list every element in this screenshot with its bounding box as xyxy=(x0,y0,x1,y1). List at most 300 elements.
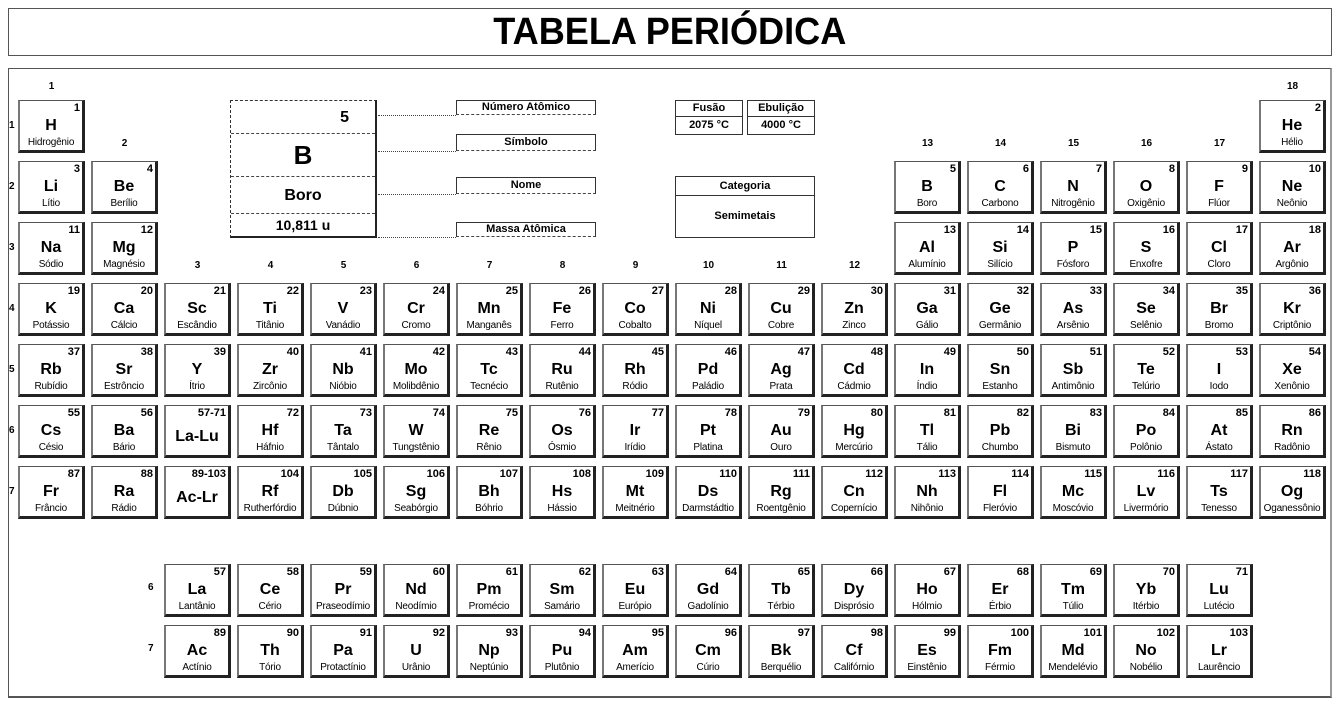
legend-mass: 10,811 u xyxy=(275,217,331,233)
atomic-number: 35 xyxy=(1235,285,1248,297)
element-symbol: Fr xyxy=(43,483,59,500)
element-name: Enxofre xyxy=(1129,259,1163,270)
atomic-number: 57-71 xyxy=(197,407,226,419)
element-cell-kr[interactable] xyxy=(1259,283,1326,336)
element-cell-fl[interactable] xyxy=(967,466,1034,519)
legend-label-atomic-number: Número Atômico xyxy=(456,100,596,115)
element-name: Férmio xyxy=(985,662,1015,673)
element-name: Térbio xyxy=(767,601,795,612)
atomic-number: 15 xyxy=(1089,224,1102,236)
atomic-number: 64 xyxy=(724,566,737,578)
element-name: Selênio xyxy=(1130,320,1162,331)
element-cell-ts[interactable] xyxy=(1186,466,1253,519)
atomic-number: 39 xyxy=(213,346,226,358)
element-cell-p[interactable] xyxy=(1040,222,1107,275)
element-symbol: Cs xyxy=(40,422,62,439)
atomic-number: 101 xyxy=(1083,627,1102,639)
element-cell-mg[interactable] xyxy=(91,222,158,275)
element-symbol: Sr xyxy=(115,361,133,378)
element-symbol: O xyxy=(1139,178,1153,195)
atomic-number: 69 xyxy=(1089,566,1102,578)
element-name: Mercúrio xyxy=(835,442,873,453)
element-symbol: Re xyxy=(478,422,500,439)
melting-point-value: 2075 °C xyxy=(689,119,729,131)
element-cell-ac[interactable] xyxy=(164,625,231,678)
element-cell-la-lu[interactable] xyxy=(164,405,231,458)
element-cell-c[interactable] xyxy=(967,161,1034,214)
legend-name: Boro xyxy=(231,177,375,214)
element-name: Zircônio xyxy=(253,381,287,392)
element-name: Darmstádtio xyxy=(682,503,734,514)
atomic-number: 67 xyxy=(943,566,956,578)
period-label-2: 2 xyxy=(9,181,15,192)
element-name: Laurêncio xyxy=(1197,662,1241,673)
period-label-3: 3 xyxy=(9,242,15,253)
atomic-number: 97 xyxy=(797,627,810,639)
atomic-number: 73 xyxy=(359,407,372,419)
element-cell-os[interactable] xyxy=(529,405,596,458)
element-cell-og[interactable] xyxy=(1259,466,1326,519)
element-name: Radônio xyxy=(1274,442,1310,453)
element-symbol: Es xyxy=(917,642,937,659)
element-symbol: Pm xyxy=(476,581,502,598)
element-cell-rh[interactable] xyxy=(602,344,669,397)
element-name: Rênio xyxy=(476,442,502,453)
element-symbol: Ac xyxy=(186,642,208,659)
element-cell-al[interactable] xyxy=(894,222,961,275)
element-cell-lu[interactable] xyxy=(1186,564,1253,617)
element-cell-li[interactable] xyxy=(18,161,85,214)
element-symbol: F xyxy=(1214,178,1224,195)
category-value: Semimetais xyxy=(714,210,776,222)
element-cell-n[interactable] xyxy=(1040,161,1107,214)
atomic-number: 13 xyxy=(943,224,956,236)
element-symbol: Ar xyxy=(1283,239,1301,256)
element-symbol: Og xyxy=(1280,483,1304,500)
element-name: Rubídio xyxy=(34,381,68,392)
atomic-number: 20 xyxy=(140,285,153,297)
element-symbol: Co xyxy=(624,300,646,317)
element-cell-w[interactable] xyxy=(383,405,450,458)
element-cell-rb[interactable] xyxy=(18,344,85,397)
element-name: Rádio xyxy=(111,503,137,514)
element-name: Cálcio xyxy=(110,320,138,331)
element-cell-ca[interactable] xyxy=(91,283,158,336)
group-label-15: 15 xyxy=(1067,138,1080,149)
atomic-number: 116 xyxy=(1157,468,1175,480)
atomic-number: 45 xyxy=(651,346,664,358)
element-cell-ho[interactable] xyxy=(894,564,961,617)
element-name: Lítio xyxy=(42,198,60,209)
element-name: Rutênio xyxy=(545,381,579,392)
element-cell-sb[interactable] xyxy=(1040,344,1107,397)
element-name: Alumínio xyxy=(908,259,946,270)
element-symbol: Mc xyxy=(1061,483,1085,500)
atomic-number: 93 xyxy=(505,627,518,639)
element-name: Amerício xyxy=(616,662,654,673)
element-name: Seabórgio xyxy=(394,503,438,514)
element-name: Platina xyxy=(693,442,723,453)
element-cell-ir[interactable] xyxy=(602,405,669,458)
element-cell-bh[interactable] xyxy=(456,466,523,519)
element-cell-eu[interactable] xyxy=(602,564,669,617)
atomic-number: 50 xyxy=(1016,346,1029,358)
atomic-number: 7 xyxy=(1095,163,1102,175)
element-name: Boro xyxy=(916,198,938,209)
element-cell-md[interactable] xyxy=(1040,625,1107,678)
element-name: Titânio xyxy=(255,320,285,331)
element-cell-ne[interactable] xyxy=(1259,161,1326,214)
element-cell-at[interactable] xyxy=(1186,405,1253,458)
element-cell-sg[interactable] xyxy=(383,466,450,519)
element-name: Fósforo xyxy=(1056,259,1090,270)
atomic-number: 77 xyxy=(651,407,664,419)
element-cell-th[interactable] xyxy=(237,625,304,678)
atomic-number: 53 xyxy=(1235,346,1248,358)
element-cell-br[interactable] xyxy=(1186,283,1253,336)
element-cell-cf[interactable] xyxy=(821,625,888,678)
element-symbol: Ra xyxy=(113,483,135,500)
element-symbol: Mt xyxy=(625,483,645,500)
element-cell-la[interactable] xyxy=(164,564,231,617)
element-symbol: Th xyxy=(260,642,280,659)
element-cell-sn[interactable] xyxy=(967,344,1034,397)
element-name: Nióbio xyxy=(329,381,357,392)
element-cell-na[interactable] xyxy=(18,222,85,275)
element-cell-ru[interactable] xyxy=(529,344,596,397)
element-cell-o[interactable] xyxy=(1113,161,1180,214)
period-label-5: 5 xyxy=(9,364,15,375)
element-cell-cr[interactable] xyxy=(383,283,450,336)
element-cell-rg[interactable] xyxy=(748,466,815,519)
element-cell-bi[interactable] xyxy=(1040,405,1107,458)
element-symbol: Sn xyxy=(989,361,1011,378)
atomic-number: 16 xyxy=(1162,224,1175,236)
element-cell-b[interactable] xyxy=(894,161,961,214)
melting-point-label: Fusão xyxy=(676,101,742,117)
element-cell-pm[interactable] xyxy=(456,564,523,617)
element-cell-in[interactable] xyxy=(894,344,961,397)
element-cell-k[interactable] xyxy=(18,283,85,336)
element-symbol: Au xyxy=(770,422,792,439)
element-cell-ge[interactable] xyxy=(967,283,1034,336)
element-cell-rn[interactable] xyxy=(1259,405,1326,458)
legend-label-symbol: Símbolo xyxy=(456,134,596,151)
element-cell-be[interactable] xyxy=(91,161,158,214)
atomic-number: 26 xyxy=(578,285,591,297)
atomic-number: 21 xyxy=(213,285,226,297)
element-cell-nb[interactable] xyxy=(310,344,377,397)
element-cell-he[interactable] xyxy=(1259,100,1326,153)
element-symbol: P xyxy=(1067,239,1079,256)
element-name: Potássio xyxy=(32,320,70,331)
element-name: Gadolínio xyxy=(687,601,729,612)
element-symbol: As xyxy=(1062,300,1084,317)
atomic-number: 90 xyxy=(286,627,299,639)
atomic-number: 100 xyxy=(1010,627,1029,639)
element-symbol: Nh xyxy=(916,483,938,500)
group-label-12: 12 xyxy=(848,260,861,271)
element-name: Európio xyxy=(618,601,652,612)
element-cell-rf[interactable] xyxy=(237,466,304,519)
element-symbol: Hs xyxy=(551,483,573,500)
element-cell-cs[interactable] xyxy=(18,405,85,458)
element-name: Telúrio xyxy=(1131,381,1161,392)
element-cell-ta[interactable] xyxy=(310,405,377,458)
atomic-number: 98 xyxy=(870,627,883,639)
element-cell-nh[interactable] xyxy=(894,466,961,519)
element-name: Argônio xyxy=(1275,259,1309,270)
element-cell-zn[interactable] xyxy=(821,283,888,336)
atomic-number: 59 xyxy=(359,566,372,578)
element-name: Moscóvio xyxy=(1052,503,1094,514)
element-name: Tenesso xyxy=(1201,503,1237,514)
element-cell-yb[interactable] xyxy=(1113,564,1180,617)
element-cell-cu[interactable] xyxy=(748,283,815,336)
element-cell-te[interactable] xyxy=(1113,344,1180,397)
atomic-number: 79 xyxy=(797,407,810,419)
atomic-number: 105 xyxy=(353,468,372,480)
element-symbol: In xyxy=(919,361,935,378)
element-symbol: Mn xyxy=(477,300,501,317)
element-name: Fleróvio xyxy=(983,503,1017,514)
element-cell-u[interactable] xyxy=(383,625,450,678)
leader-line-mass xyxy=(378,237,456,238)
element-name: Dúbnio xyxy=(327,503,359,514)
element-cell-co[interactable] xyxy=(602,283,669,336)
element-symbol: Db xyxy=(332,483,354,500)
element-symbol: Er xyxy=(991,581,1009,598)
element-cell-si[interactable] xyxy=(967,222,1034,275)
element-cell-fe[interactable] xyxy=(529,283,596,336)
group-label-11: 11 xyxy=(776,260,787,271)
atomic-number: 33 xyxy=(1089,285,1102,297)
element-symbol: Rb xyxy=(40,361,62,378)
element-name: Criptônio xyxy=(1272,320,1312,331)
element-symbol: Tl xyxy=(919,422,935,439)
element-name: Tântalo xyxy=(327,442,359,453)
element-symbol: Pa xyxy=(333,642,353,659)
element-name: Paládio xyxy=(692,381,724,392)
element-cell-hf[interactable] xyxy=(237,405,304,458)
element-cell-sm[interactable] xyxy=(529,564,596,617)
element-cell-pb[interactable] xyxy=(967,405,1034,458)
element-cell-mo[interactable] xyxy=(383,344,450,397)
element-cell-ba[interactable] xyxy=(91,405,158,458)
element-name: Samário xyxy=(544,601,580,612)
category-box xyxy=(675,176,815,238)
element-name: Irídio xyxy=(624,442,646,453)
atomic-number: 87 xyxy=(67,468,80,480)
element-name: Ítrio xyxy=(189,381,205,392)
element-cell-au[interactable] xyxy=(748,405,815,458)
element-name: Hólmio xyxy=(912,601,942,612)
element-symbol: Mo xyxy=(404,361,428,378)
group-label-9: 9 xyxy=(632,260,639,271)
element-cell-pa[interactable] xyxy=(310,625,377,678)
element-cell-cl[interactable] xyxy=(1186,222,1253,275)
element-cell-pr[interactable] xyxy=(310,564,377,617)
group-label-13: 13 xyxy=(921,138,934,149)
element-cell-se[interactable] xyxy=(1113,283,1180,336)
element-name: Magnésio xyxy=(103,259,145,270)
element-cell-zr[interactable] xyxy=(237,344,304,397)
element-symbol: Sm xyxy=(549,581,575,598)
element-symbol: Tc xyxy=(480,361,498,378)
atomic-number: 88 xyxy=(140,468,153,480)
element-cell-hs[interactable] xyxy=(529,466,596,519)
atomic-number: 74 xyxy=(432,407,445,419)
element-cell-ds[interactable] xyxy=(675,466,742,519)
element-cell-f[interactable] xyxy=(1186,161,1253,214)
atomic-number: 8 xyxy=(1168,163,1175,175)
element-cell-nd[interactable] xyxy=(383,564,450,617)
element-cell-po[interactable] xyxy=(1113,405,1180,458)
element-cell-lr[interactable] xyxy=(1186,625,1253,678)
element-cell-tl[interactable] xyxy=(894,405,961,458)
element-symbol: Fl xyxy=(992,483,1008,500)
element-cell-ar[interactable] xyxy=(1259,222,1326,275)
element-cell-i[interactable] xyxy=(1186,344,1253,397)
element-name: Antimônio xyxy=(1051,381,1095,392)
element-cell-re[interactable] xyxy=(456,405,523,458)
element-name: Neônio xyxy=(1276,198,1308,209)
element-cell-cm[interactable] xyxy=(675,625,742,678)
element-cell-am[interactable] xyxy=(602,625,669,678)
atomic-number: 51 xyxy=(1089,346,1102,358)
element-cell-hg[interactable] xyxy=(821,405,888,458)
element-cell-pd[interactable] xyxy=(675,344,742,397)
element-name: Tecnécio xyxy=(470,381,508,392)
element-symbol: Hf xyxy=(261,422,279,439)
atomic-number: 83 xyxy=(1089,407,1102,419)
element-symbol: Ac-Lr xyxy=(176,489,218,506)
element-symbol: Pd xyxy=(697,361,719,378)
element-cell-mn[interactable] xyxy=(456,283,523,336)
element-symbol: Ni xyxy=(700,300,716,317)
boiling-point-label: Ebulição xyxy=(748,101,814,117)
element-symbol: B xyxy=(921,178,933,195)
element-cell-np[interactable] xyxy=(456,625,523,678)
element-symbol: Be xyxy=(113,178,135,195)
element-cell-s[interactable] xyxy=(1113,222,1180,275)
element-name: Manganês xyxy=(466,320,512,331)
element-symbol: Ir xyxy=(629,422,641,439)
element-cell-as[interactable] xyxy=(1040,283,1107,336)
element-symbol: Bk xyxy=(770,642,792,659)
element-name: Tálio xyxy=(916,442,938,453)
element-cell-ac-lr[interactable] xyxy=(164,466,231,519)
group-label-10: 10 xyxy=(702,260,715,271)
element-cell-gd[interactable] xyxy=(675,564,742,617)
element-cell-xe[interactable] xyxy=(1259,344,1326,397)
element-cell-ra[interactable] xyxy=(91,466,158,519)
element-symbol: Yb xyxy=(1135,581,1157,598)
element-cell-v[interactable] xyxy=(310,283,377,336)
element-cell-ti[interactable] xyxy=(237,283,304,336)
element-cell-dy[interactable] xyxy=(821,564,888,617)
atomic-number: 113 xyxy=(938,468,956,480)
element-symbol: N xyxy=(1067,178,1079,195)
element-cell-y[interactable] xyxy=(164,344,231,397)
element-name: Ouro xyxy=(770,442,792,453)
element-cell-pu[interactable] xyxy=(529,625,596,678)
element-name: Bismuto xyxy=(1055,442,1091,453)
atomic-number: 94 xyxy=(578,627,591,639)
element-symbol: V xyxy=(337,300,349,317)
leader-line-symbol xyxy=(378,151,456,152)
atomic-number: 109 xyxy=(645,468,664,480)
element-cell-ce[interactable] xyxy=(237,564,304,617)
atomic-number: 78 xyxy=(724,407,737,419)
element-cell-sr[interactable] xyxy=(91,344,158,397)
element-cell-ag[interactable] xyxy=(748,344,815,397)
atomic-number: 65 xyxy=(797,566,810,578)
element-symbol: Md xyxy=(1061,642,1085,659)
element-cell-ni[interactable] xyxy=(675,283,742,336)
element-cell-tm[interactable] xyxy=(1040,564,1107,617)
atomic-number: 37 xyxy=(67,346,80,358)
element-name: Urânio xyxy=(401,662,431,673)
element-cell-tc[interactable] xyxy=(456,344,523,397)
atomic-number: 92 xyxy=(432,627,445,639)
atomic-number: 6 xyxy=(1022,163,1029,175)
atomic-number: 43 xyxy=(505,346,518,358)
atomic-number: 96 xyxy=(724,627,737,639)
element-cell-db[interactable] xyxy=(310,466,377,519)
element-cell-fm[interactable] xyxy=(967,625,1034,678)
element-name: Chumbo xyxy=(981,442,1019,453)
element-cell-bk[interactable] xyxy=(748,625,815,678)
atomic-number: 54 xyxy=(1308,346,1321,358)
element-name: Arsênio xyxy=(1056,320,1090,331)
element-symbol: Te xyxy=(1137,361,1155,378)
element-symbol: No xyxy=(1135,642,1157,659)
element-symbol: Nb xyxy=(332,361,354,378)
element-symbol: La xyxy=(187,581,207,598)
element-cell-tb[interactable] xyxy=(748,564,815,617)
atomic-number: 82 xyxy=(1016,407,1029,419)
element-symbol: Ag xyxy=(770,361,792,378)
element-cell-es[interactable] xyxy=(894,625,961,678)
period-label-6: 6 xyxy=(9,425,15,436)
element-cell-sc[interactable] xyxy=(164,283,231,336)
element-symbol: Sg xyxy=(405,483,427,500)
element-cell-ga[interactable] xyxy=(894,283,961,336)
element-cell-pt[interactable] xyxy=(675,405,742,458)
element-name: Frâncio xyxy=(35,503,67,514)
atomic-number: 118 xyxy=(1303,468,1321,480)
element-cell-lv[interactable] xyxy=(1113,466,1180,519)
element-cell-er[interactable] xyxy=(967,564,1034,617)
element-name: Túlio xyxy=(1062,601,1084,612)
atomic-number: 62 xyxy=(578,566,591,578)
element-cell-cn[interactable] xyxy=(821,466,888,519)
element-cell-h[interactable] xyxy=(18,100,85,153)
atomic-number: 84 xyxy=(1162,407,1175,419)
element-symbol: I xyxy=(1216,361,1222,378)
element-cell-cd[interactable] xyxy=(821,344,888,397)
atomic-number: 52 xyxy=(1162,346,1175,358)
element-cell-mc[interactable] xyxy=(1040,466,1107,519)
atomic-number: 114 xyxy=(1011,468,1029,480)
element-cell-mt[interactable] xyxy=(602,466,669,519)
atomic-number: 2 xyxy=(1314,102,1321,114)
element-name: Prata xyxy=(769,381,793,392)
element-name: Xenônio xyxy=(1274,381,1310,392)
element-cell-no[interactable] xyxy=(1113,625,1180,678)
element-cell-fr[interactable] xyxy=(18,466,85,519)
